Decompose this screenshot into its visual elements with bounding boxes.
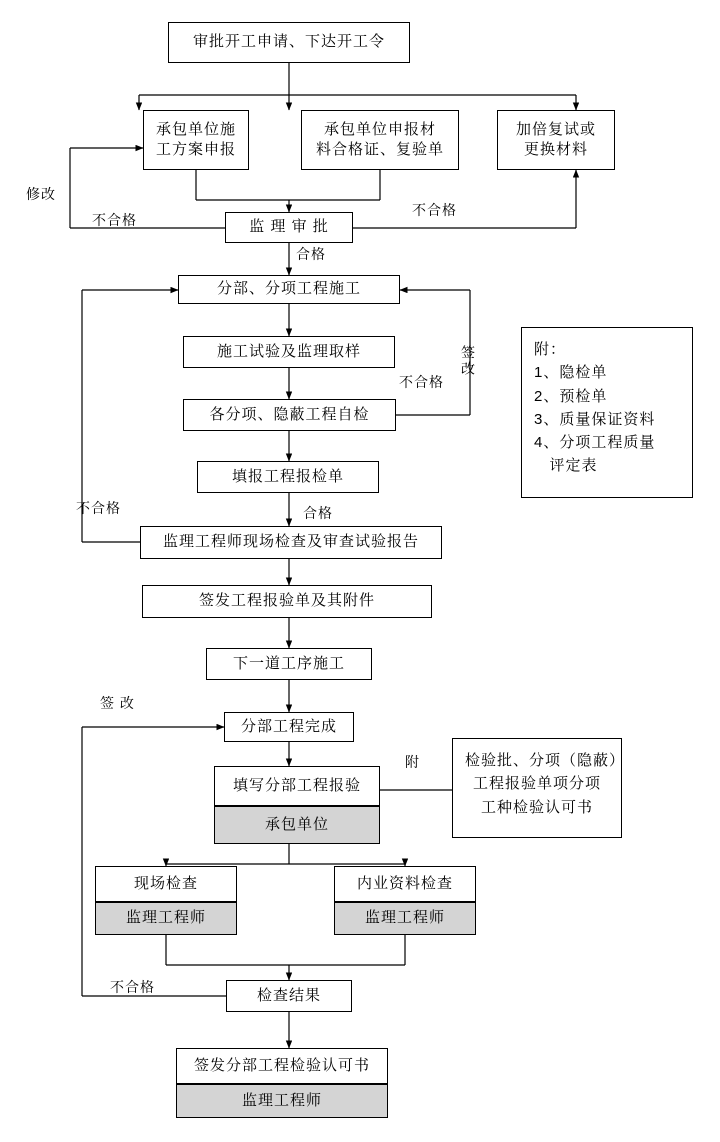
- node-label: 签发工程报验单及其附件: [198, 592, 375, 610]
- node-label: 签发分部工程检验认可书: [193, 1056, 370, 1074]
- edge-label-modify: 修改: [26, 186, 56, 202]
- node-fill-inspection-form[interactable]: [197, 461, 379, 493]
- node-label: 分部、分项工程施工: [216, 280, 361, 298]
- node-label: 填写分部工程报验: [232, 776, 361, 794]
- node-label: 内业资料检查: [356, 874, 453, 892]
- node-label: 填报工程报检单: [231, 467, 344, 485]
- node-label: 分部工程完成: [240, 717, 337, 735]
- note-line: 4、分项工程质量: [534, 434, 656, 451]
- node-engineer-site-check[interactable]: [140, 526, 442, 559]
- node-label: 现场检查: [133, 874, 198, 892]
- note-line: 工程报验单项分项: [472, 775, 601, 793]
- node-label-line2: 料合格证、复验单: [315, 141, 444, 158]
- node-contractor-plan-report[interactable]: [143, 110, 249, 170]
- node-issue-verification-form[interactable]: [142, 585, 432, 618]
- note-line: 评定表: [534, 457, 598, 475]
- node-contractor-unit[interactable]: [214, 806, 380, 844]
- node-label: 监理工程师: [364, 909, 445, 927]
- node-label: 施工试验及监理取样: [216, 342, 361, 360]
- node-check-result[interactable]: [226, 980, 352, 1012]
- edge-label-unqualified-lower: 不合格: [76, 500, 121, 516]
- node-fill-subdivision-report[interactable]: [214, 766, 380, 806]
- node-internal-doc-check[interactable]: [334, 866, 476, 902]
- node-internal-doc-engineer[interactable]: [334, 902, 476, 935]
- node-label: 监理工程师: [241, 1091, 322, 1109]
- node-material-certificate-report[interactable]: [301, 110, 459, 170]
- edge-label-qualified-top: 合格: [296, 246, 326, 262]
- node-self-inspection[interactable]: [183, 399, 396, 431]
- edge-label-unqualified-bottom: 不合格: [110, 979, 155, 995]
- node-next-process[interactable]: [206, 648, 372, 680]
- node-label: 下一道工序施工: [232, 654, 345, 672]
- edge-label-unqualified-right: 不合格: [412, 202, 457, 218]
- node-certificate-engineer[interactable]: [176, 1084, 388, 1118]
- edge-label-unqualified-mid: 不合格: [399, 374, 444, 390]
- node-label: 监理工程师: [125, 909, 206, 927]
- node-label-line2: 工方案申报: [155, 141, 236, 158]
- edge-label-qualified-lower: 合格: [303, 505, 333, 521]
- node-subdivision-construction[interactable]: [178, 275, 400, 304]
- edge-label-sign-change-mid: 签改: [460, 345, 476, 377]
- node-site-check-engineer[interactable]: [95, 902, 237, 935]
- note-line: 工种检验认可书: [480, 798, 593, 816]
- note-line: 3、质量保证资料: [534, 410, 656, 428]
- node-approve-start[interactable]: [168, 22, 410, 63]
- note-line: 附：: [534, 341, 567, 358]
- node-subdivision-complete[interactable]: [224, 712, 354, 742]
- note-line: 2、预检单: [534, 387, 608, 405]
- edge-label-attachment: 附: [405, 754, 420, 770]
- node-retest-or-replace-material[interactable]: [497, 110, 615, 170]
- note-line: 检验批、分项（隐蔽）: [465, 752, 626, 769]
- node-label: 承包单位: [264, 815, 329, 833]
- node-label: 监理工程师现场检查及审查试验报告: [162, 533, 419, 551]
- node-construction-test-sampling[interactable]: [183, 336, 395, 368]
- node-label: 各分项、隐蔽工程自检: [209, 405, 370, 423]
- note-inspection-lot-forms: [452, 738, 626, 838]
- node-issue-subdivision-certificate[interactable]: [176, 1048, 388, 1084]
- node-supervision-approval[interactable]: [225, 212, 353, 243]
- edge-label-unqualified-left: 不合格: [92, 212, 137, 228]
- note-attachments-list: [521, 327, 693, 498]
- node-label: 审批开工申请、下达开工令: [192, 33, 385, 51]
- node-label-line1: 加倍复试或: [515, 120, 596, 138]
- node-label-line1: 承包单位申报材: [323, 120, 436, 138]
- edge-label-sign-change-lower: 签 改: [100, 695, 135, 711]
- node-site-check[interactable]: [95, 866, 237, 902]
- note-line: 1、隐检单: [534, 364, 608, 382]
- node-label-line1: 承包单位施: [155, 120, 236, 138]
- node-label: 监 理 审 批: [249, 218, 329, 236]
- node-label: 检查结果: [256, 986, 321, 1004]
- node-label-line2: 更换材料: [523, 141, 588, 158]
